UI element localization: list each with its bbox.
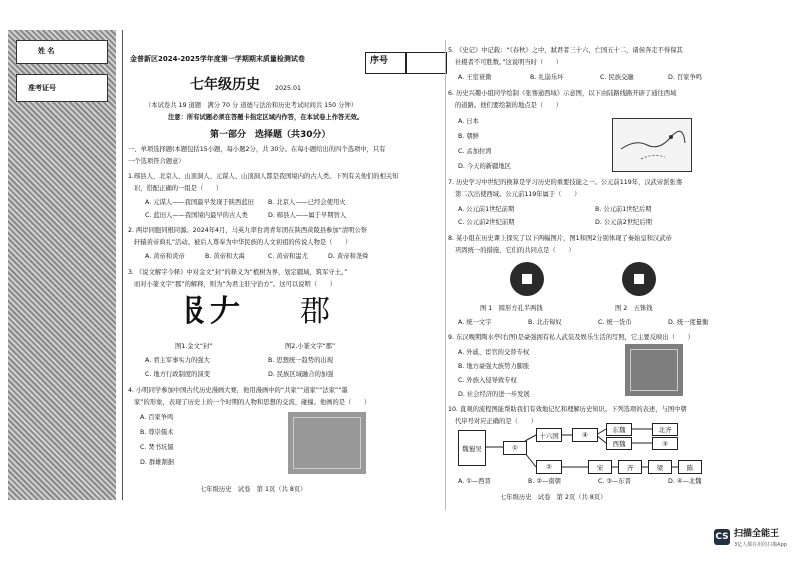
q2-stem-1: 2. 两岸同胞同根同源。2024年4月，马英九率台湾青年团在陕西黄陵县参加“清明公祭	[128, 227, 368, 234]
q6-option-a: A. 日本	[458, 118, 479, 125]
q1-stem-1: 1.郧县人、北京人、山顶洞人、元谋人、山顶洞人都是我国境内的古人类。下列有关他们的相关知	[128, 173, 399, 180]
q6-option-c: C. 孟加拉湾	[458, 148, 492, 155]
q10-box-2: ②	[536, 460, 562, 474]
q7-option-c: C. 公元前2世纪前期	[458, 219, 515, 226]
q4-cartoon-image	[288, 412, 366, 474]
q9-option-d: D. 社会经济的进一步发展	[458, 391, 530, 398]
q1-stem-2: 识，搭配正确的一组是（ ）	[134, 185, 223, 192]
q5-stem-1: 5. 《史记》中记载：“《春秋》之中，弑君者三十六，亡国五十二，诸侯奔走不得保其	[448, 47, 683, 54]
q9-stem-1: 9. 东汉晚期陶水亭(右图)是豪强拥有私人武装及娱乐生活的写照，它主要反映出（ ）	[448, 334, 694, 341]
q1-option-a: A. 元谋人——我国最早发现于陕西蓝田	[145, 199, 254, 206]
q5-option-c: C. 民族交融	[600, 74, 634, 81]
q4-option-d: D. 群雄割据	[140, 459, 175, 466]
id-label: 准考证号	[28, 84, 56, 92]
q4-stem-2: 家”的形象，表现了历史上的一个时期的人物和思想的交流、碰撞。他画的是（ ）	[134, 399, 371, 406]
q6-option-b: B. 朝鲜	[458, 133, 479, 140]
q10-option-c: C. ③—东晋	[598, 478, 631, 485]
q8-option-b: B. 北击匈奴	[528, 319, 562, 326]
q7-stem-1: 7. 历史学习中世纪的换算是学习历史的重要技能之一。公元前119年，汉武帝派张骞	[448, 179, 683, 186]
q7-option-d: D. 公元前2世纪后期	[595, 219, 652, 226]
q9-option-a: A. 外戚、宦官的交替专权	[458, 349, 530, 356]
part-title: 第一部分 选择题（共30分）	[210, 130, 331, 140]
q10-option-a: A. ①—西晋	[458, 478, 491, 485]
q3-option-b: B. 思想统一趋势的出现	[268, 357, 333, 364]
q10-box-liang: 梁	[648, 460, 672, 474]
q10-stem-1: 10. 直观的流程图能帮助我们有效地记忆和理解历史知识。下列选项的表述，与图中朝	[448, 406, 687, 413]
q2-option-b: B. 黄帝和大禹	[205, 253, 245, 260]
q3-caption-2: 图2.小篆文字“郡”	[285, 343, 336, 350]
q9-pottery-tower-image	[625, 344, 683, 396]
q4-stem-1: 4. 小明同学参加中国古代历史漫画大赛，他用漫画中的“共家”“道家”“法家”“墨	[128, 387, 348, 394]
exam-date: 2025.01	[275, 85, 302, 92]
q7-option-a: A. 公元前1世纪前期	[458, 206, 515, 213]
q3-glyph-jun: 郡	[300, 294, 330, 329]
q7-option-b: B. 公元前1世纪后期	[595, 206, 652, 213]
section-intro-2: 一个选项符合题意）	[128, 158, 185, 165]
q3-glyph-feng: 𠬝𠂇	[180, 294, 240, 329]
q10-box-xiwei: 西魏	[606, 437, 632, 450]
footer-right: 七年级历史 试卷 第 2页（共 8页）	[500, 494, 607, 501]
q3-option-c: C. 地方行政制度的演变	[145, 371, 211, 378]
q10-box-weishuwu: 魏蜀吴	[458, 430, 486, 466]
q5-stem-2: 社稷者不可胜数。”这说明当时（ ）	[455, 59, 563, 66]
q4-option-b: B. 尊崇儒术	[140, 429, 174, 436]
seq-value-box	[405, 52, 447, 74]
binding-line	[122, 30, 123, 500]
q4-option-c: C. 焚书坑儒	[140, 444, 174, 451]
q1-option-c: C. 蓝田人——我国境内最早的古人类	[145, 212, 248, 219]
q8-banliang-coin	[510, 262, 544, 296]
q8-stem-1: 8. 某小组在历史课上探究了以下两幅图片，图1和图2分别体现了秦始皇和汉武帝	[448, 235, 672, 242]
q10-box-sixteen-kingdoms: 十六国	[536, 428, 562, 442]
subject-title: 七年级历史	[190, 77, 260, 93]
q8-caption-1: 图 1 圆形方孔半两钱	[480, 305, 543, 312]
q6-option-d: D. 今天的新疆地区	[458, 163, 511, 170]
q6-stem-1: 6. 历史兴趣小组同学绘制《张骞通西域》示意图，以下由陆路线路开辟了通往西域	[448, 90, 677, 97]
q9-option-b: B. 地方豪强大族势力膨胀	[458, 363, 530, 370]
q8-option-d: D. 统一度量衡	[668, 319, 709, 326]
q10-box-chen: 陈	[678, 460, 702, 474]
exam-info: （本试卷共 19 道题 满分 70 分 道德与法治和历史考试时间共 150 分钟）	[145, 102, 358, 109]
q3-stem-1: 3. 《说文解字今释》中对金文“封”的释义为“植树为界，划定疆域，筑军守土。”	[128, 269, 348, 276]
q8-wuzhu-coin	[622, 262, 656, 296]
section-intro-1: 一、单项选择题(本题包括15小题，每小题2分，共 30分。在每小题给出的四个选项中，只有	[128, 146, 386, 153]
q3-caption-1: 图1.金文“封”	[175, 343, 213, 350]
q8-option-c: C. 统一货币	[598, 319, 632, 326]
q10-box-beiqi: 北齐	[652, 423, 678, 436]
q2-stem-2: 轩辕黄帝典礼”活动。被后人尊奉为中华民族的人文初祖的传说人物是（ ）	[134, 239, 352, 246]
q10-option-b: B. ②—南朝	[528, 478, 561, 485]
q9-option-c: C. 外族入侵导致专权	[458, 377, 517, 384]
page-divider	[445, 40, 446, 510]
q2-option-c: C. 黄帝和蚩尤	[268, 253, 308, 260]
q6-route-map	[612, 118, 692, 172]
q5-option-b: B. 礼崩乐坏	[530, 74, 564, 81]
q6-stem-2: 的道路。他们要绘制的地点是（ ）	[455, 102, 563, 109]
q10-stem-2: 代序号对应正确的是（ ）	[455, 418, 537, 425]
binding-strip	[8, 30, 116, 500]
q10-box-1: ①	[503, 441, 527, 455]
q3-stem-2: 而对小篆文字“郡”的解释，则为“为君主驻守治方”。这可以说明（ ）	[134, 281, 336, 288]
q1-option-d: D. 郧县人——属于早期智人	[268, 212, 347, 219]
q4-option-a: A. 百家争鸣	[140, 414, 174, 421]
q5-option-d: D. 百家争鸣	[668, 74, 703, 81]
name-label: 姓 名	[38, 47, 55, 55]
q1-option-b: B. 北京人——已经会使用火	[268, 199, 346, 206]
footer-left: 七年级历史 试卷 第 1页（共 8页）	[200, 486, 307, 493]
name-box	[16, 40, 108, 64]
seq-label: 序号	[370, 56, 389, 66]
exam-title: 金普新区2024-2025学年度第一学期期末质量检测试卷	[130, 55, 305, 63]
q3-option-a: A. 君主军事实力的强大	[145, 357, 210, 364]
q10-box-4: ④	[572, 428, 598, 442]
camscanner-logo-icon: CS	[714, 529, 730, 545]
q10-option-d: D. ④—北魏	[668, 478, 702, 485]
q8-option-a: A. 统一文字	[458, 319, 492, 326]
q3-option-d: D. 民族区域融合的加强	[268, 371, 334, 378]
q2-option-d: D. 黄帝和尧舜	[328, 253, 369, 260]
q10-box-dongwei: 东魏	[606, 423, 632, 436]
q5-option-a: A. 王室衰微	[458, 74, 492, 81]
q8-caption-2: 图 2 五铢钱	[615, 305, 653, 312]
camscanner-name: 扫描全能王	[734, 529, 780, 539]
q2-option-a: A. 黄帝和炎帝	[145, 253, 185, 260]
exam-notice: 注意：所有试题必须在答题卡指定区域内作答，在本试卷上作答无效。	[168, 114, 364, 121]
q8-stem-2: 巩固统一的措施，它们的共同点是（ ）	[455, 247, 575, 254]
camscanner-tagline: 3亿人都在用的扫描App	[734, 542, 787, 548]
q7-stem-2: 第二次出使西域。公元前119年属于（ ）	[455, 191, 581, 198]
q10-box-qi: 齐	[618, 460, 642, 474]
q10-box-song: 宋	[588, 460, 612, 474]
q10-box-3: ③	[652, 437, 678, 450]
